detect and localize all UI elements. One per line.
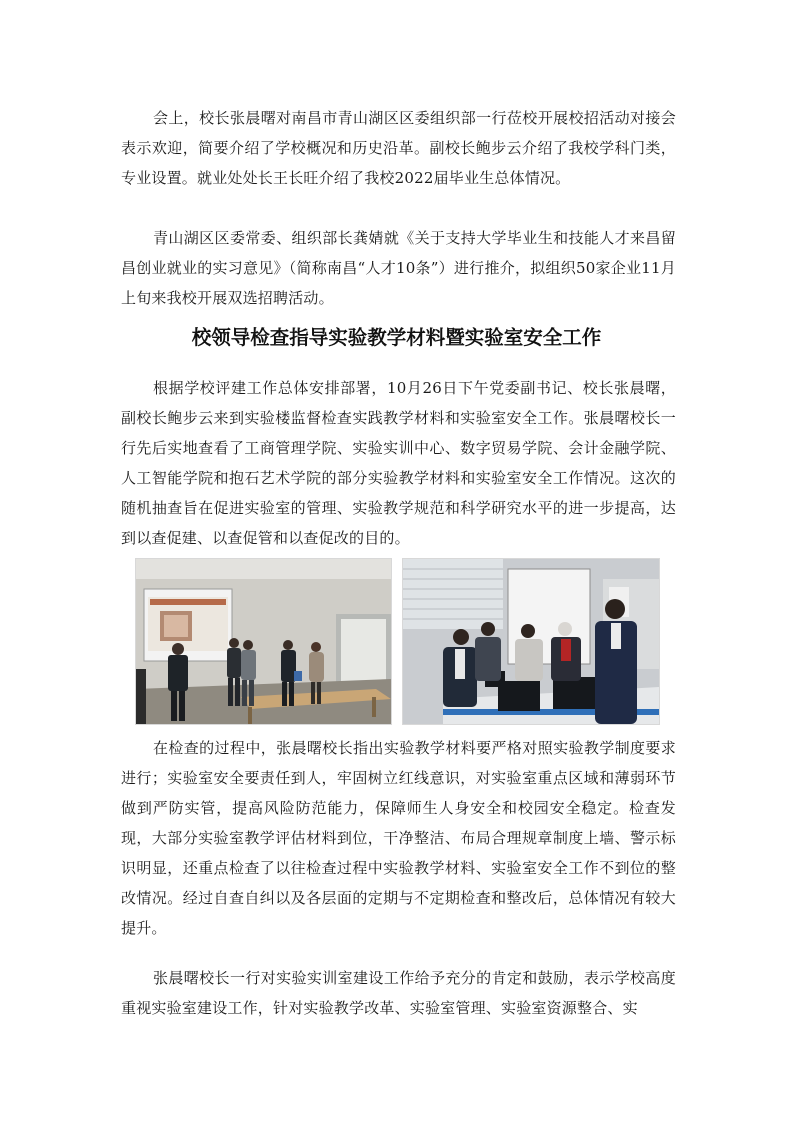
- article-heading: 校领导检查指导实验教学材料暨实验室安全工作: [191, 326, 602, 349]
- paragraph-meeting-welcome: 会上，校长张晨曙对南昌市青山湖区区委组织部一行莅校开展校招活动对接会表示欢迎，简要介绍了学校概况和历史沿革。副校长鲍步云介绍了我校学科门类，专业设置。就业处处长王长旺介绍了我校2022届毕业生总体情况。: [121, 109, 676, 187]
- photo-computer-lab-inspection: [402, 558, 660, 725]
- paragraph-talent-policy: 青山湖区区委常委、组织部长龚婧就《关于支持大学毕业生和技能人才来昌留昌创业就业的实习意见》（简称南昌“人才10条”）进行推介，拟组织50家企业11月上旬来我校开展双选招聘活动。: [121, 229, 676, 307]
- photo-meeting-room-inspection: [135, 558, 392, 725]
- paragraph-lab-construction: 张晨曙校长一行对实验实训室建设工作给予充分的肯定和鼓励，表示学校高度重视实验室建设工作，针对实验教学改革、实验室管理、实验室资源整合、实: [121, 969, 676, 1017]
- paragraph-inspection-findings: 在检查的过程中，张晨曙校长指出实验教学材料要严格对照实验教学制度要求进行；实验室安全要责任到人，牢固树立红线意识，对实验室重点区域和薄弱环节做到严防实管，提高风险防范能力，保障师生人身安全和校园安全稳定。检查发现，大部分实验室教学评估材料到位，干净整洁、布局合理规章制度上墙、警示标识明显，还重点检查了以往检查过程中实验教学材料、实验室安全工作不到位的整改情况。经过自查自纠以及各层面的定期与不定期检查和整改后，总体情况有较大提升。: [121, 739, 676, 937]
- paragraph-inspection-intro: 根据学校评建工作总体安排部署，10月26日下午党委副书记、校长张晨曙，副校长鲍步云来到实验楼监督检查实践教学材料和实验室安全工作。张晨曙校长一行先后实地查看了工商管理学院、实验实训中心、数字贸易学院、会计金融学院、人工智能学院和抱石艺术学院的部分实验教学材料和实验室安全工作情况。这次的随机抽查旨在促进实验室的管理、实验教学规范和科学研究水平的进一步提高，达到以查促建、以查促管和以查促改的目的。: [121, 379, 676, 547]
